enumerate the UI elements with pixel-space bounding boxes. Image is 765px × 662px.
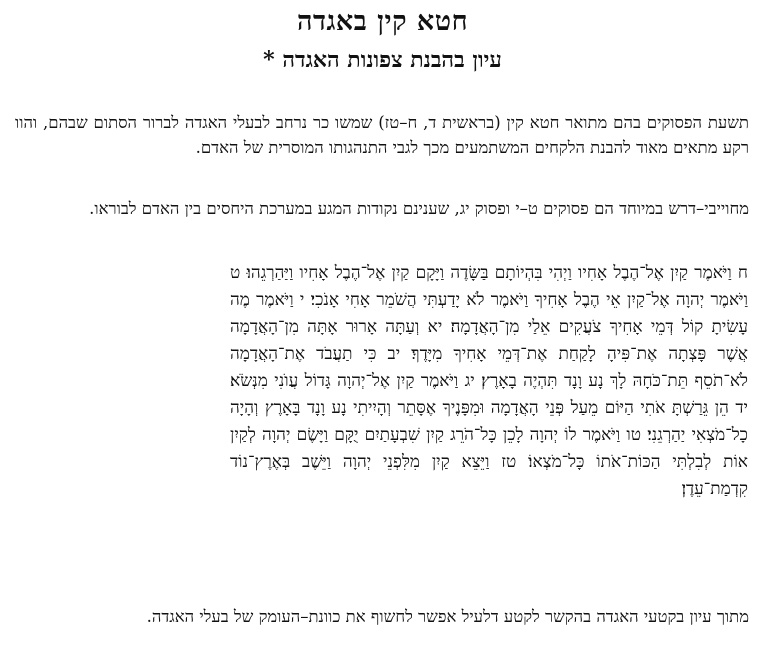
page-title: חטא קין באגדה <box>296 6 469 37</box>
page-subtitle: עיון בהבנת צפונות האגדה * <box>263 47 502 73</box>
closing-paragraph: מתוך עיון בקטעי האגדה בהקשר לקטע דלעיל אפשר לחשוף את כוונת–העומק של בעלי האגדה. <box>146 607 749 626</box>
bible-verses-quote: ח וַיֹּאמֶר קַיִן אֶל־הֶבֶל אָחִיו וַיְהִי בִּהְיוֹתָם בַּשָּׂדֶה וַיָּקָם קַיִן אֶל־הֶבֶל אָחִיו וַיַּהַרְגֵהוּ׃ ט וַיֹּאמֶר יְהוָה אֶל־קַיִן אֵי הֶבֶל אָחִיךָ וַיֹּאמֶר לֹא יָדַעְתִּי הֲשֹׁמֵר אָחִי אָנֹכִי׃ י וַיֹּאמֶר מֶה עָשִׂיתָ קוֹל דְּמֵי אָחִיךָ צֹעֲקִים אֵלַי מִן־הָאֲדָמָה׃ יא וְעַתָּה אָרוּר אָתָּה מִן־הָאֲדָמָה אֲשֶׁר פָּצְתָה אֶת־פִּיהָ לָקַחַת אֶת־דְּמֵי אָחִיךָ מִיָּדֶךָ׃ יב כִּי תַעֲבֹד אֶת־הָאֲדָמָה לֹא־תֹסֵף תֵּת־כֹּחָהּ לָךְ נָע וָנָד תִּהְיֶה בָאָרֶץ׃ יג וַיֹּאמֶר קַיִן אֶל־יְהוָה גָּדוֹל עֲוֺנִי מִנְּשֹׂא׃ יד הֵן גֵּרַשְׁתָּ אֹתִי הַיּוֹם מֵעַל פְּנֵי הָאֲדָמָה וּמִפָּנֶיךָ אֶסָּתֵר וְהָיִיתִי נָע וָנָד בָּאָרֶץ וְהָיָה כָל־מֹצְאִי יַהַרְגֵנִי׃ טו וַיֹּאמֶר לוֹ יְהוָה לָכֵן כָּל־הֹרֵג קַיִן שִׁבְעָתַיִם יֻקָּם וַיָּשֶׂם יְהוָה לְקַיִן אוֹת לְבִלְתִּי הַכּוֹת־אֹתוֹ כָּל־מֹצְאוֹ׃ טז וַיֵּצֵא קַיִן מִלִּפְנֵי יְהוָה וַיֵּשֶׁב בְּאֶרֶץ־נוֹד קִדְמַת־עֵדֶן׃ <box>230 263 748 499</box>
intro-paragraph: תשעת הפסוקים בהם מתואר חטא קין (בראשית ד, ח–טז) שמשו כר נרחב לבעלי האגדה לברור הסתום שבהם, והוו רקע מתאים מאוד להבנת הלקחים המשתמעים מכך לגבי התנהגותו המוסרית של האדם. <box>15 113 749 157</box>
second-paragraph: מחוייבי–דרש במיוחד הם פסוקים ט–י ופסוק יג, שענינם נקודות המגע במערכת היחסים בין האדם לבוראו. <box>89 199 749 218</box>
